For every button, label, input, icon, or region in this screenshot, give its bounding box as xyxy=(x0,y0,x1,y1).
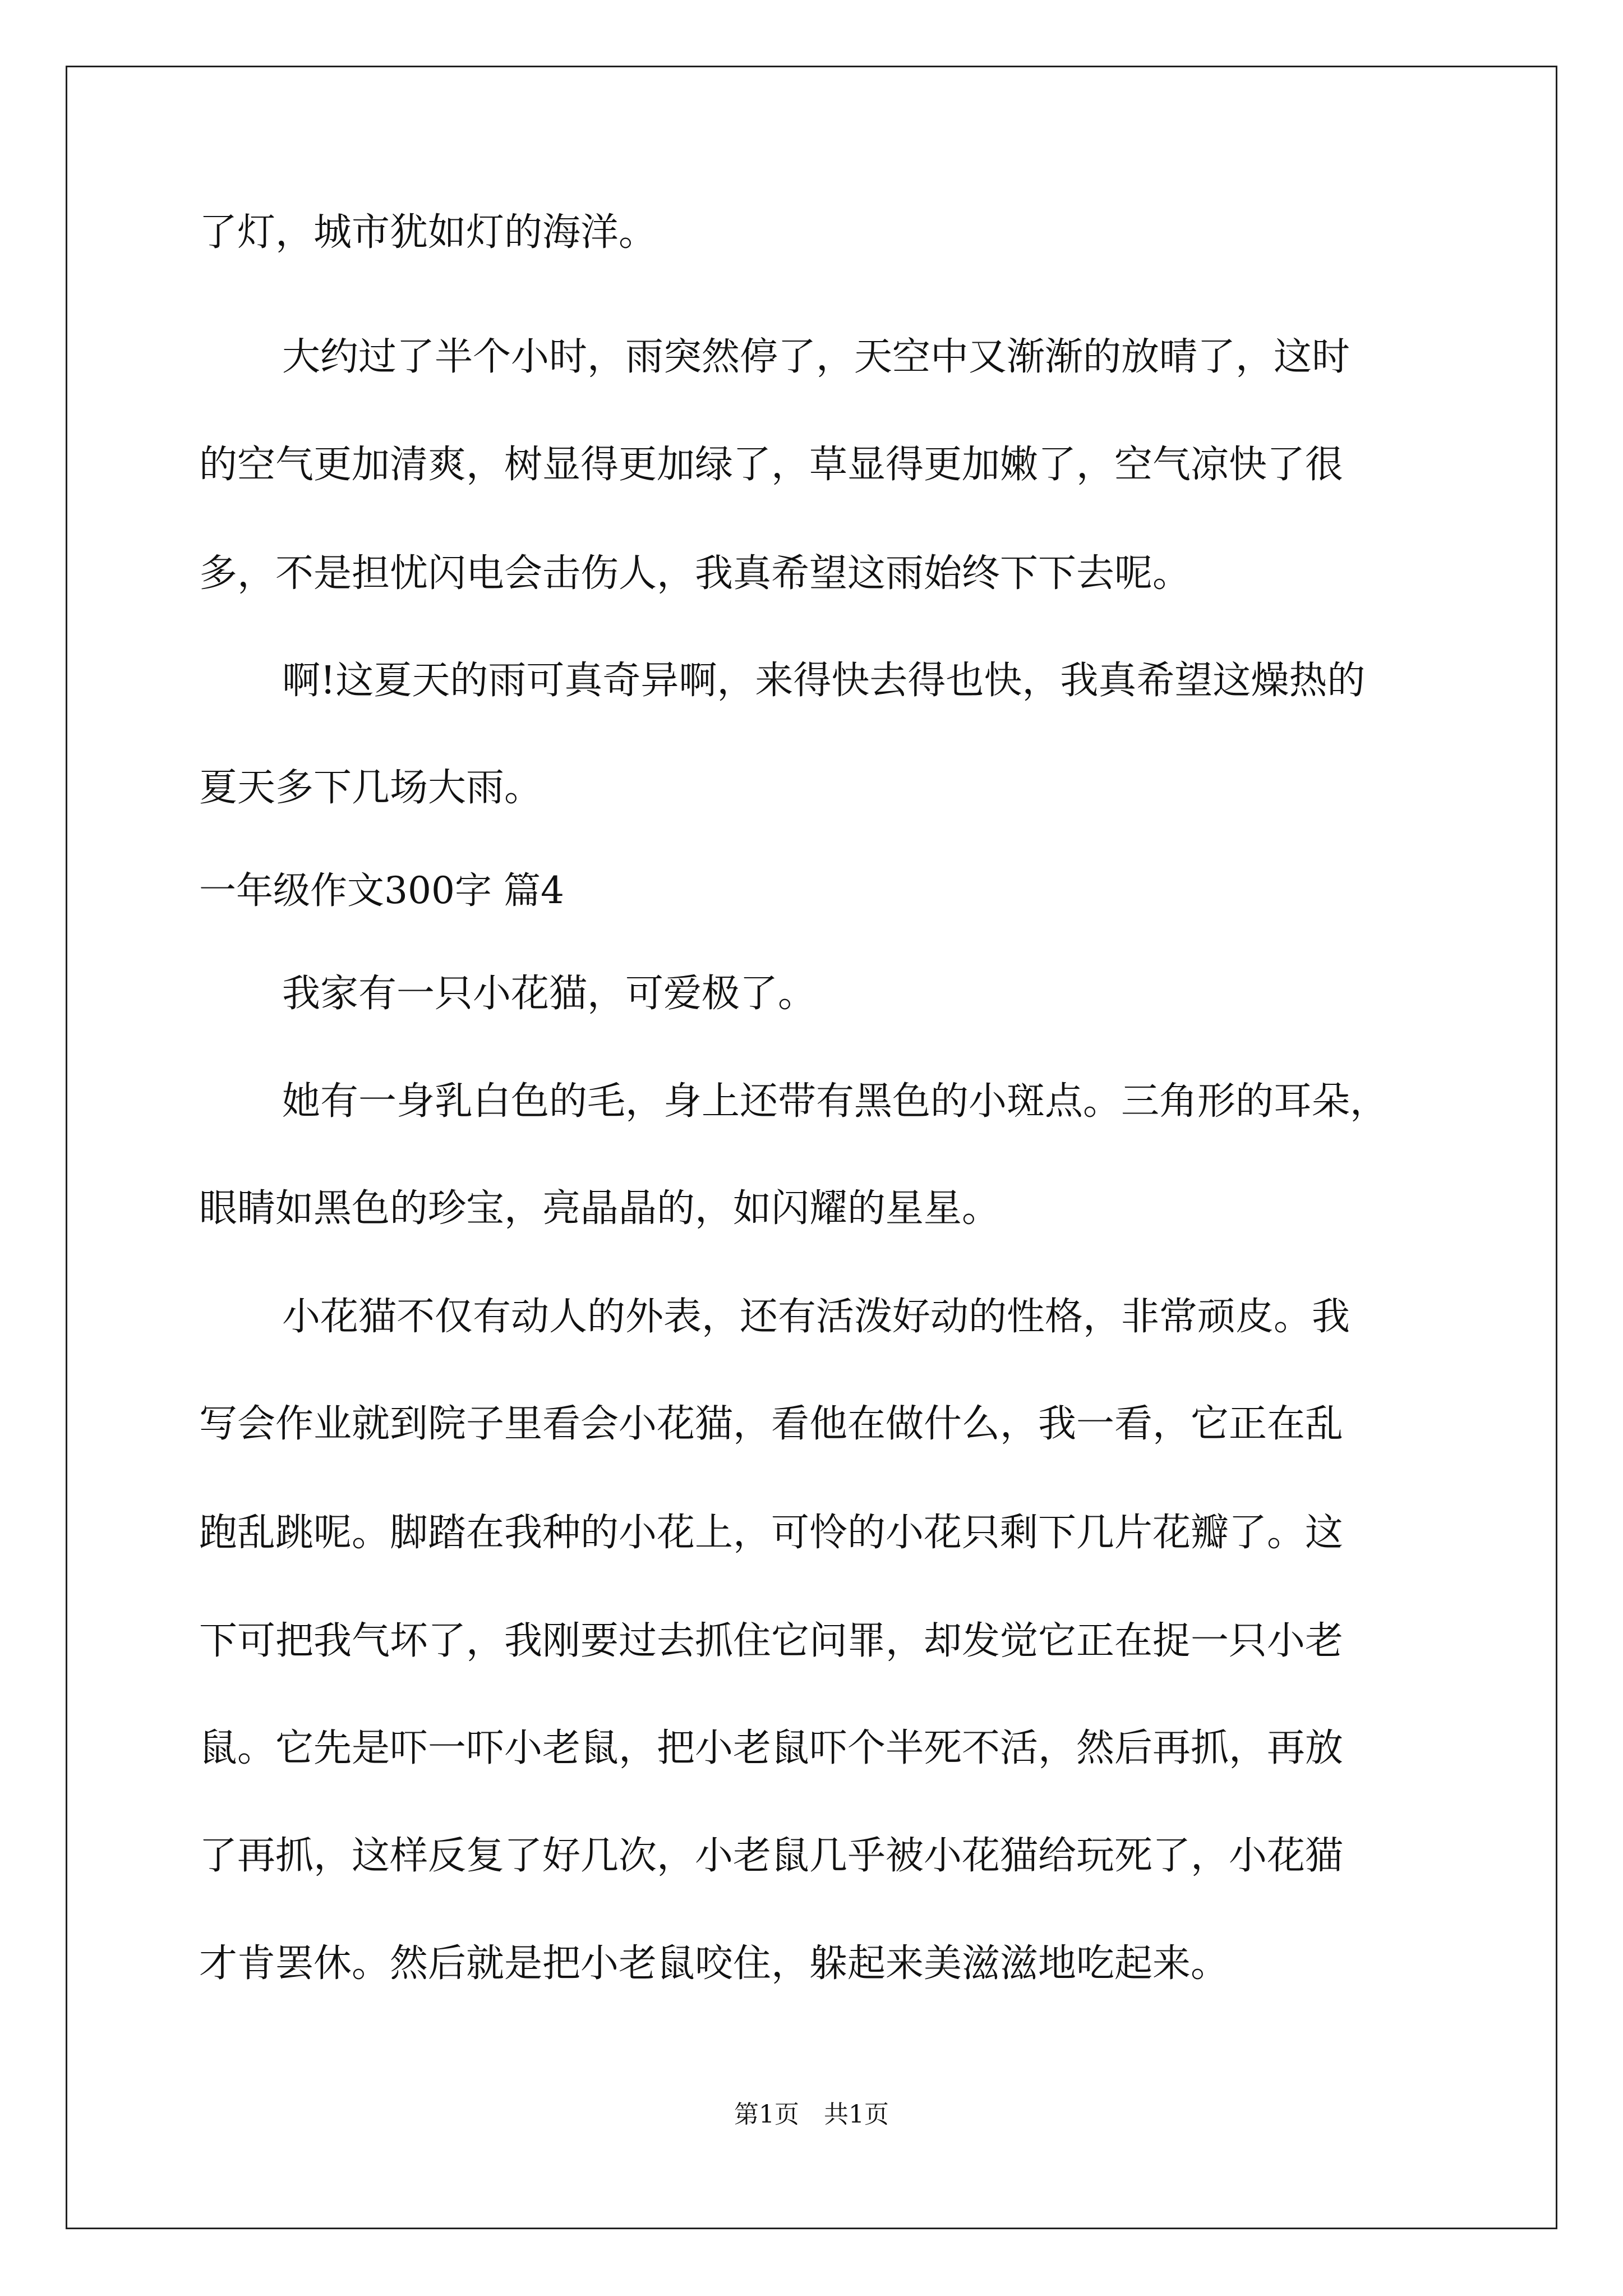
paragraph-start: 她有一身乳白色的毛，身上还带有黑色的小斑点。三角形的耳朵， xyxy=(282,1079,1389,1124)
paragraph-start: 大约过了半个小时，雨突然停了，天空中又渐渐的放晴了，这时 xyxy=(282,335,1350,379)
text-line: 多，不是担忧闪电会击伤人，我真希望这雨始终下下去呢。 xyxy=(199,551,1191,596)
paragraph-start: 小花猫不仅有动人的外表，还有活泼好动的性格，非常顽皮。我 xyxy=(282,1295,1350,1339)
text-line: 才肯罢休。然后就是把小老鼠咬住，躲起来美滋滋地吃起来。 xyxy=(199,1941,1229,1986)
text-line: 鼠。它先是吓一吓小老鼠，把小老鼠吓个半死不活，然后再抓，再放 xyxy=(199,1726,1344,1770)
text-line: 的空气更加清爽，树显得更加绿了，草显得更加嫩了，空气凉快了很 xyxy=(199,443,1344,487)
text-line: 跑乱跳呢。脚踏在我种的小花上，可怜的小花只剩下几片花瓣了。这 xyxy=(199,1511,1344,1555)
text-line: 眼睛如黑色的珍宝，亮晶晶的，如闪耀的星星。 xyxy=(199,1186,1000,1231)
text-line: 了灯，城市犹如灯的海洋。 xyxy=(199,210,657,255)
section-heading: 一年级作文300字 篇4 xyxy=(199,869,564,912)
text-line: 夏天多下几场大雨。 xyxy=(199,766,543,810)
page-footer: 第1页 共1页 xyxy=(734,2100,889,2129)
paragraph-start: 我家有一只小花猫，可爱极了。 xyxy=(282,972,817,1016)
text-line: 下可把我气坏了，我刚要过去抓住它问罪，却发觉它正在捉一只小老 xyxy=(199,1619,1344,1663)
text-line: 写会作业就到院子里看会小花猫，看他在做什么，我一看，它正在乱 xyxy=(199,1402,1344,1446)
paragraph-start: 啊!这夏天的雨可真奇异啊，来得快去得也快，我真希望这燥热的 xyxy=(282,659,1366,703)
page-border xyxy=(66,66,1557,2229)
text-line: 了再抓，这样反复了好几次，小老鼠几乎被小花猫给玩死了，小花猫 xyxy=(199,1834,1344,1878)
